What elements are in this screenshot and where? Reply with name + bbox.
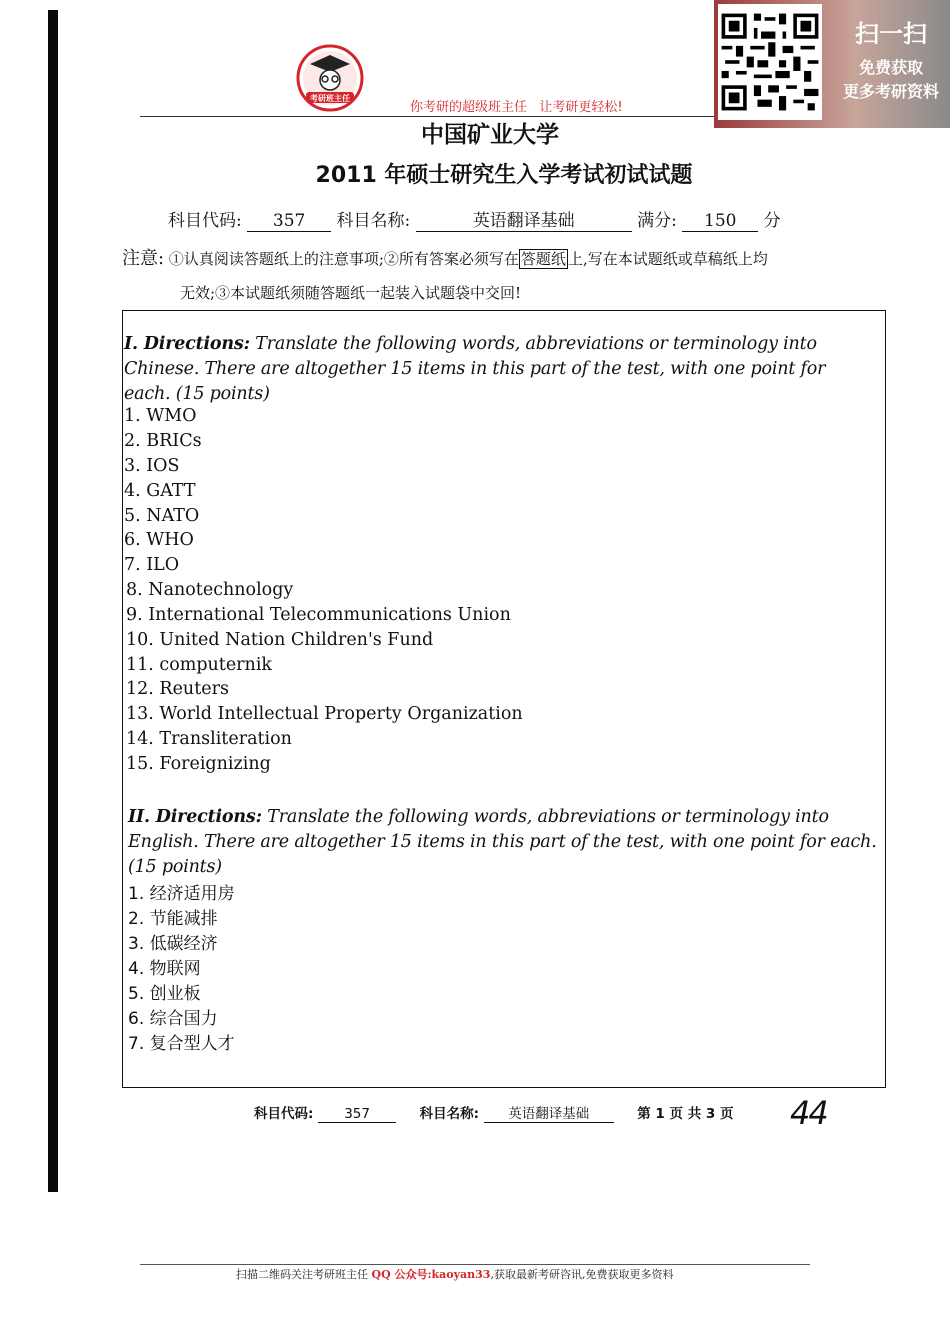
list-item: 2. 节能减排 (128, 909, 218, 929)
section1-heading: I. Directions: (124, 334, 250, 354)
bottom-divider (140, 1264, 810, 1265)
list-item: 9. International Telecommunications Union (126, 605, 511, 625)
code-label: 科目代码: (168, 211, 242, 231)
exam-title: 2011 年硕士研究生入学考试初试试题 (315, 163, 693, 188)
section2-text: Translate the following words, abbreviations or terminology into English. There are altogether 15 items in this part of the test, with one point for each. (15 points) (128, 807, 877, 877)
brand-slogan: 你考研的超级班主任 让考研更轻松! (410, 100, 623, 115)
list-item: 5. NATO (124, 506, 200, 526)
list-item: 2. BRICs (124, 431, 202, 451)
score-unit: 分 (763, 211, 781, 231)
list-item: 7. ILO (124, 555, 180, 575)
list-item: 14. Transliteration (126, 729, 292, 749)
bottom-note-a: 扫描二维码关注考研班主任 (236, 1268, 372, 1281)
list-item: 4. 物联网 (128, 959, 201, 979)
list-item: 5. 创业板 (128, 984, 201, 1004)
bottom-promo-note (236, 1266, 673, 1282)
logo-text: 考研班主任 (310, 94, 350, 103)
score-label: 满分: (637, 211, 677, 231)
question-frame (122, 310, 886, 1088)
section2-directions (128, 805, 878, 880)
name-label: 科目名称: (336, 211, 411, 231)
subject-code: 357 (247, 211, 331, 232)
subject-meta (168, 206, 781, 232)
bottom-note-qq: QQ 公众号:kaoyan33 (371, 1268, 491, 1281)
university-title: 中国矿业大学 (421, 122, 559, 148)
qr-promo-line-1: 免费获取 (858, 58, 923, 77)
bottom-note-c: ,获取最新考研咨讯,免费获取更多资料 (490, 1268, 674, 1281)
list-item: 1. 经济适用房 (128, 884, 235, 904)
list-item: 10. United Nation Children's Fund (126, 630, 434, 650)
qr-promo-text (836, 56, 946, 104)
list-item: 3. 低碳经济 (128, 934, 218, 954)
notice-lead: 注意: (122, 248, 165, 269)
page-footer (254, 1102, 734, 1123)
page-indicator: 第 1 页 共 3 页 (637, 1106, 734, 1122)
list-item: 7. 复合型人才 (128, 1034, 235, 1054)
list-item: 13. World Intellectual Property Organization (126, 704, 523, 724)
subject-name: 英语翻译基础 (416, 206, 632, 232)
footer-name-label: 科目名称: (419, 1106, 480, 1122)
qr-promo-line-2: 更多考研资料 (842, 82, 939, 101)
qr-scan-label: 扫一扫 (855, 20, 927, 48)
list-item: 15. Foreignizing (126, 754, 271, 774)
list-item: 6. WHO (124, 530, 194, 550)
footer-code-label: 科目代码: (254, 1106, 314, 1122)
list-item: 8. Nanotechnology (126, 580, 294, 600)
notice-line-1 (122, 244, 768, 270)
list-item: 12. Reuters (126, 679, 229, 699)
footer-name: 英语翻译基础 (484, 1102, 614, 1123)
notice-boxed-answer-sheet: 答题纸 (520, 250, 566, 268)
list-item: 4. GATT (124, 481, 196, 501)
section1-text: Translate the following words, abbreviations or terminology into Chinese. There are altogether 15 items in this part of the test, with one point for each. (15 points) (124, 334, 826, 404)
handwritten-score: 44 (790, 1094, 827, 1132)
notice-text-1b: 上,写在本试题纸或草稿纸上均 (567, 250, 768, 268)
list-item: 1. WMO (124, 406, 197, 426)
qr-code-icon[interactable] (718, 4, 822, 120)
section1-directions (124, 332, 874, 407)
list-item: 6. 综合国力 (128, 1009, 218, 1029)
notice-line-2: 无效;③本试题纸须随答题纸一起装入试题袋中交回! (180, 284, 522, 302)
section2-heading: II. Directions: (128, 807, 262, 827)
notice-text-1a: ①认真阅读答题纸上的注意事项;②所有答案必须写在 (168, 250, 519, 268)
kaoyan-logo (296, 44, 364, 112)
footer-code: 357 (318, 1106, 396, 1123)
list-item: 3. IOS (124, 456, 180, 476)
full-score: 150 (682, 211, 758, 232)
list-item: 11. computernik (126, 655, 273, 675)
